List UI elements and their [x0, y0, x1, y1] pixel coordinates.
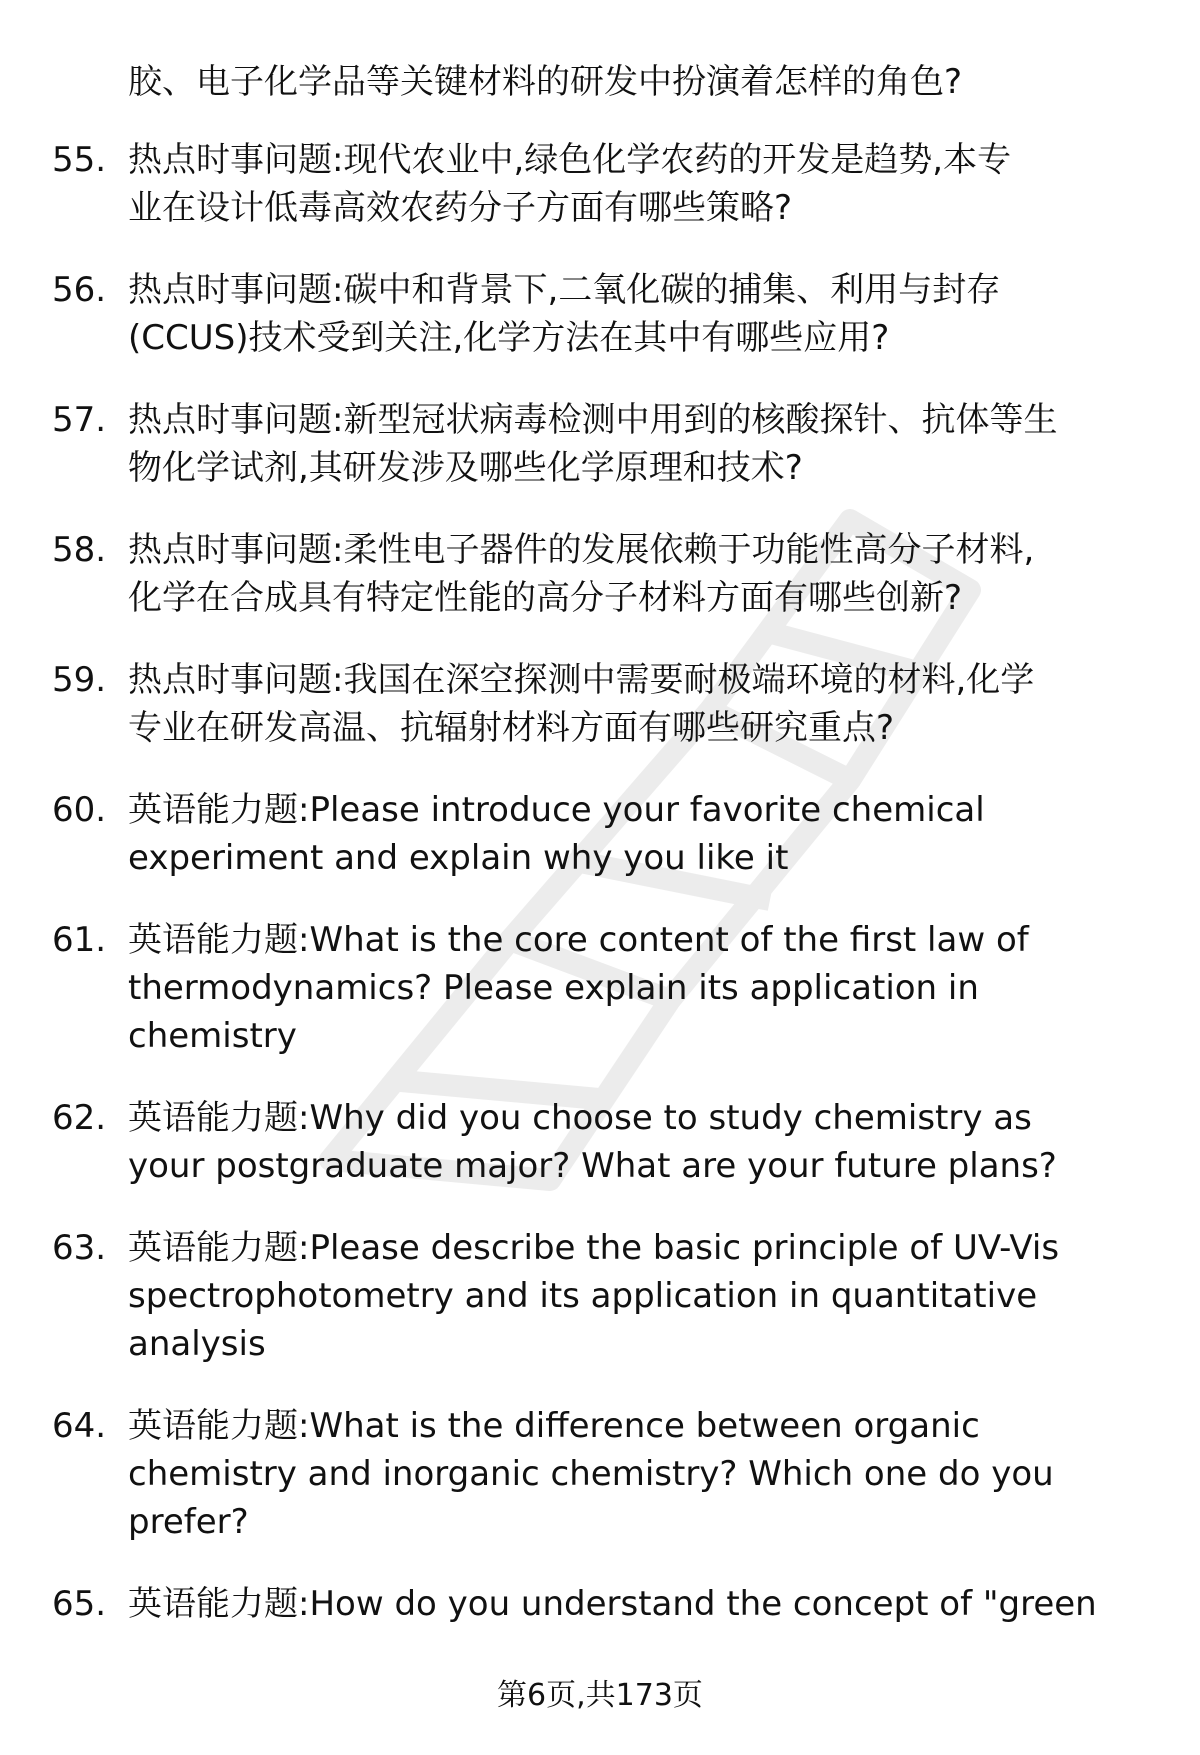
- continued-question-line: 胶、电子化学品等关键材料的研发中扮演着怎样的角色?: [128, 62, 963, 102]
- question-category: 英语能力题:: [128, 1406, 310, 1446]
- question-text: 柔性电子器件的发展依赖于功能性高分子材料, 化学在合成具有特定性能的高分子材料方面有哪些创新?: [128, 530, 1035, 618]
- question-number: 58.: [52, 530, 107, 570]
- question-number: 57.: [52, 400, 107, 440]
- question-item: [52, 1402, 1160, 1546]
- question-body: [128, 526, 1160, 622]
- question-text: 新型冠状病毒检测中用到的核酸探针、抗体等生 物化学试剂,其研发涉及哪些化学原理和技术?: [128, 400, 1058, 488]
- question-body: [128, 916, 1160, 1060]
- question-text: 现代农业中,绿色化学农药的开发是趋势,本专 业在设计低毒高效农药分子方面有哪些策略?: [128, 140, 1012, 228]
- question-item: [52, 396, 1160, 492]
- question-category: 热点时事问题:: [128, 270, 344, 310]
- question-item: [52, 916, 1160, 1060]
- question-category: 英语能力题:: [128, 790, 310, 830]
- question-number: 60.: [52, 790, 107, 830]
- question-category: 英语能力题:: [128, 1228, 310, 1268]
- question-number: 63.: [52, 1228, 107, 1268]
- question-category: 热点时事问题:: [128, 530, 344, 570]
- question-text: 碳中和背景下,二氧化碳的捕集、利用与封存 (CCUS)技术受到关注,化学方法在其中有哪些应用?: [128, 270, 1001, 358]
- question-text: What is the difference between organic chemistry and inorganic chemistry? Which one do you prefer?: [128, 1406, 1054, 1542]
- question-category: 热点时事问题:: [128, 140, 344, 180]
- question-category: 英语能力题:: [128, 1098, 310, 1138]
- question-body: [128, 1402, 1160, 1546]
- question-item: [52, 526, 1160, 622]
- question-body: [128, 136, 1160, 232]
- question-text: 我国在深空探测中需要耐极端环境的材料,化学 专业在研发高温、抗辐射材料方面有哪些研究重点?: [128, 660, 1035, 748]
- question-category: 热点时事问题:: [128, 400, 344, 440]
- question-item: [52, 136, 1160, 232]
- question-number: 55.: [52, 140, 107, 180]
- question-category: 英语能力题:: [128, 920, 310, 960]
- question-body: [128, 266, 1160, 362]
- question-item: [52, 786, 1160, 882]
- question-number: 62.: [52, 1098, 107, 1138]
- question-text: Please describe the basic principle of UV-Vis spectrophotometry and its application in quantitative analysis: [128, 1228, 1060, 1364]
- question-number: 56.: [52, 270, 107, 310]
- question-item: [52, 656, 1160, 752]
- question-text: Why did you choose to study chemistry as your postgraduate major? What are your future plans?: [128, 1098, 1057, 1186]
- question-body: [128, 396, 1160, 492]
- question-number: 59.: [52, 660, 107, 700]
- question-body: [128, 656, 1160, 752]
- question-item: [52, 1580, 1160, 1628]
- question-item: [52, 1094, 1160, 1190]
- question-item: [52, 266, 1160, 362]
- question-category: 英语能力题:: [128, 1584, 310, 1624]
- question-number: 61.: [52, 920, 107, 960]
- question-body: [128, 1094, 1160, 1190]
- question-text: How do you understand the concept of "green: [309, 1584, 1097, 1624]
- question-number: 64.: [52, 1406, 107, 1446]
- question-number: 65.: [52, 1584, 107, 1624]
- question-body: [128, 786, 1160, 882]
- question-text: Please introduce your favorite chemical experiment and explain why you like it: [128, 790, 985, 878]
- question-item: [52, 1224, 1160, 1368]
- question-list: [52, 136, 1160, 1662]
- question-text: What is the core content of the first law of thermodynamics? Please explain its application in chemistry: [128, 920, 1029, 1056]
- page-footer: 第6页,共173页: [497, 1678, 703, 1713]
- question-body: [128, 1224, 1160, 1368]
- question-category: 热点时事问题:: [128, 660, 344, 700]
- question-body: [128, 1580, 1160, 1628]
